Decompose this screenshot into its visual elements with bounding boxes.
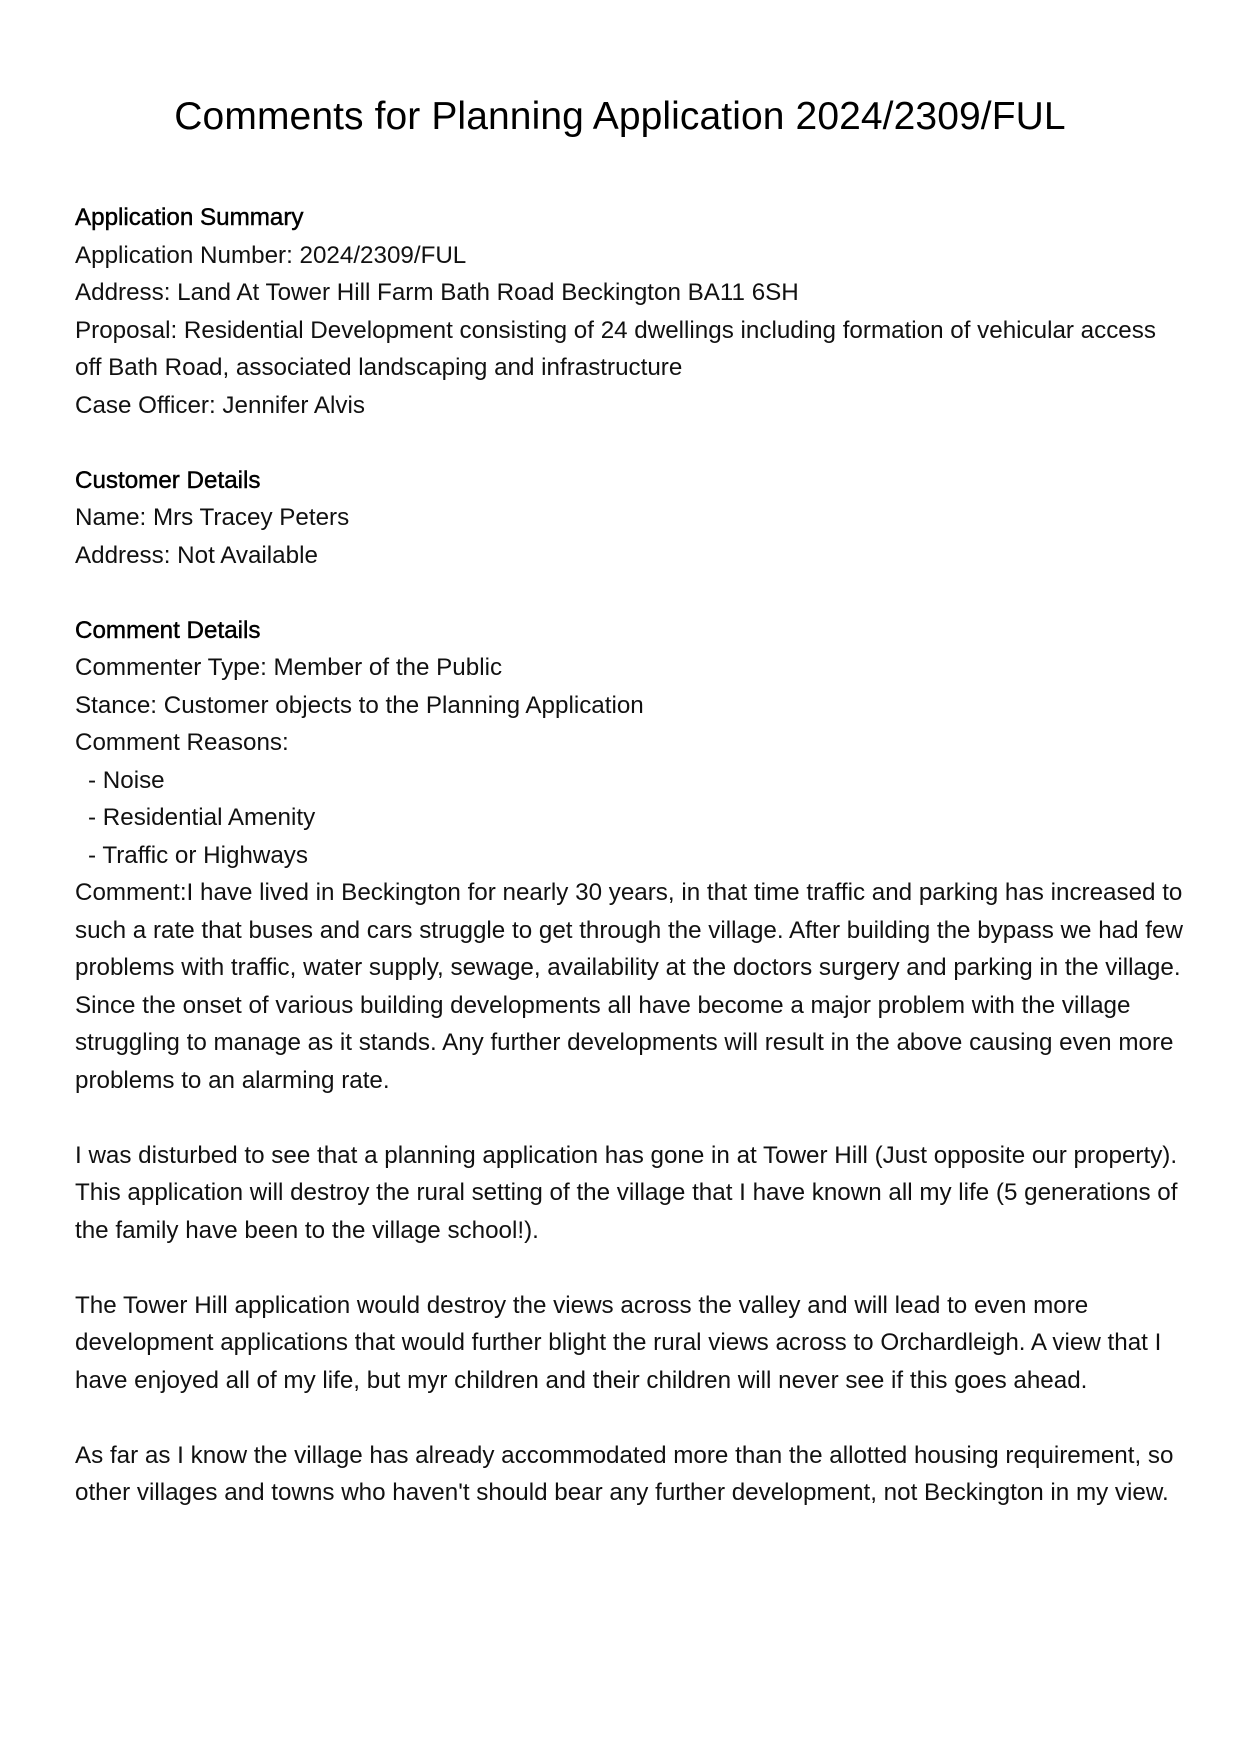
section-heading: Application Summary [75,204,304,231]
commenter-type: Commenter Type: Member of the Public [75,654,503,681]
application-summary-section [75,199,1185,424]
section-spacer [75,424,1185,462]
proposal: Proposal: Residential Development consisting of 24 dwellings including formation of vehicular access off Bath Road, associated landscaping and infrastructure [75,316,1163,381]
customer-details-section [75,462,1185,575]
stance: Stance: Customer objects to the Planning Application [75,691,644,719]
section-heading: Customer Details [75,466,261,494]
section-spacer [75,574,1185,612]
comment-paragraph: The Tower Hill application would destroy the views across the valley and will lead to even more development applications that would further blight the rural views across to Orchardleigh. A view that I have enjoyed all of my life, but myr children and their children will never see if this goes ahead. [75,1291,1162,1394]
customer-address: Address: Not Available [75,541,318,569]
site-address: Address: Land At Tower Hill Farm Bath Road Beckington BA11 6SH [75,279,799,306]
comment-details-section [75,612,1185,1512]
comment-reason-item: - Noise [88,766,165,794]
customer-name: Name: Mrs Tracey Peters [75,504,350,531]
comment-reason-item: - Traffic or Highways [88,841,308,869]
comment-paragraph: As far as I know the village has already accommodated more than the allotted housing requirement, so other villages and towns who haven't should bear any further development, not Beckington in my view. [75,1441,1174,1506]
comment-reasons-label: Comment Reasons: [75,729,289,756]
comment-paragraph: I was disturbed to see that a planning application has gone in at Tower Hill (Just opposite our property). This application will destroy the rural setting of the village that I have known all my life (5 generations of the family have been to the village school!). [75,1141,1178,1244]
application-number: Application Number: 2024/2309/FUL [75,241,467,269]
page-title: Comments for Planning Application 2024/2309/FUL [174,95,1066,138]
section-heading: Comment Details [75,616,261,644]
document-body [75,199,1185,1512]
comment-paragraph: Comment:I have lived in Beckington for nearly 30 years, in that time traffic and parking has increased to such a rate that buses and cars struggle to get through the village. After building the bypass we had few problems with traffic, water supply, sewage, availability at the doctors surgery and parking in the village. Since the onset of various building developments all have become a major problem with the village struggling to manage as it stands. Any further developments will result in the above causing even more problems to an alarming rate. [75,879,1183,1094]
comment-reason-item: - Residential Amenity [88,804,316,831]
case-officer: Case Officer: Jennifer Alvis [75,391,365,419]
